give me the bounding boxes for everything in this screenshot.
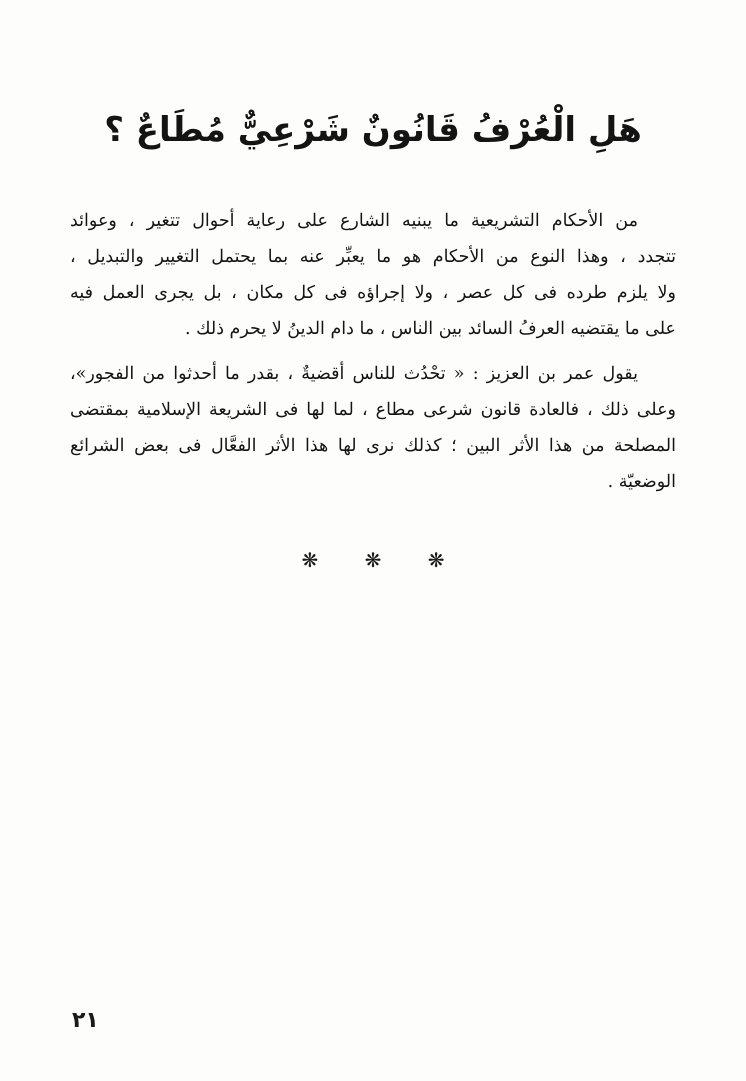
paragraph-line: على ما يقتضيه العرفُ السائد بين الناس ، ما دام الدينُ لا يحرم ذلك . xyxy=(184,319,676,339)
paragraph-2 xyxy=(70,356,676,500)
paragraph-line: الوضعيّة . xyxy=(607,472,676,492)
paragraph-line: تتجدد ، وهذا النوع من الأحكام هو ما يعبِّر عنه بما يحتمل التغيير والتبديل ، xyxy=(70,247,676,267)
asterism-icon: ❋ xyxy=(301,548,319,572)
page-number: ٢١ xyxy=(72,1008,99,1033)
section-separator xyxy=(0,548,746,572)
paragraph-1 xyxy=(70,203,676,347)
paragraph-line: وعلى ذلك ، فالعادة قانون شرعى مطاع ، لما لها فى الشريعة الإسلامية بمقتضى xyxy=(70,400,676,420)
asterism-icon: ❋ xyxy=(427,548,445,572)
paragraph-line: يقول عمر بن العزيز : « تحْدُث للناس أقضيةٌ ، بقدر ما أحدثوا من الفجور»، xyxy=(70,364,638,384)
paragraph-line: ولا يلزم طرده فى كل عصر ، ولا إجراؤه فى كل مكان ، بل يجرى العمل فيه xyxy=(70,283,676,303)
paragraph-line: من الأحكام التشريعية ما يبنيه الشارع على رعاية أحوال تتغير ، وعوائد xyxy=(70,211,638,231)
paragraph-line: المصلحة من هذا الأثر البين ؛ كذلك نرى لها هذا الأثر الفعَّال فى بعض الشرائع xyxy=(70,436,676,456)
asterism-icon: ❋ xyxy=(364,548,382,572)
page-title: هَلِ الْعُرْفُ قَانُونٌ شَرْعِيٌّ مُطَاعٌ ؟ xyxy=(104,110,642,150)
